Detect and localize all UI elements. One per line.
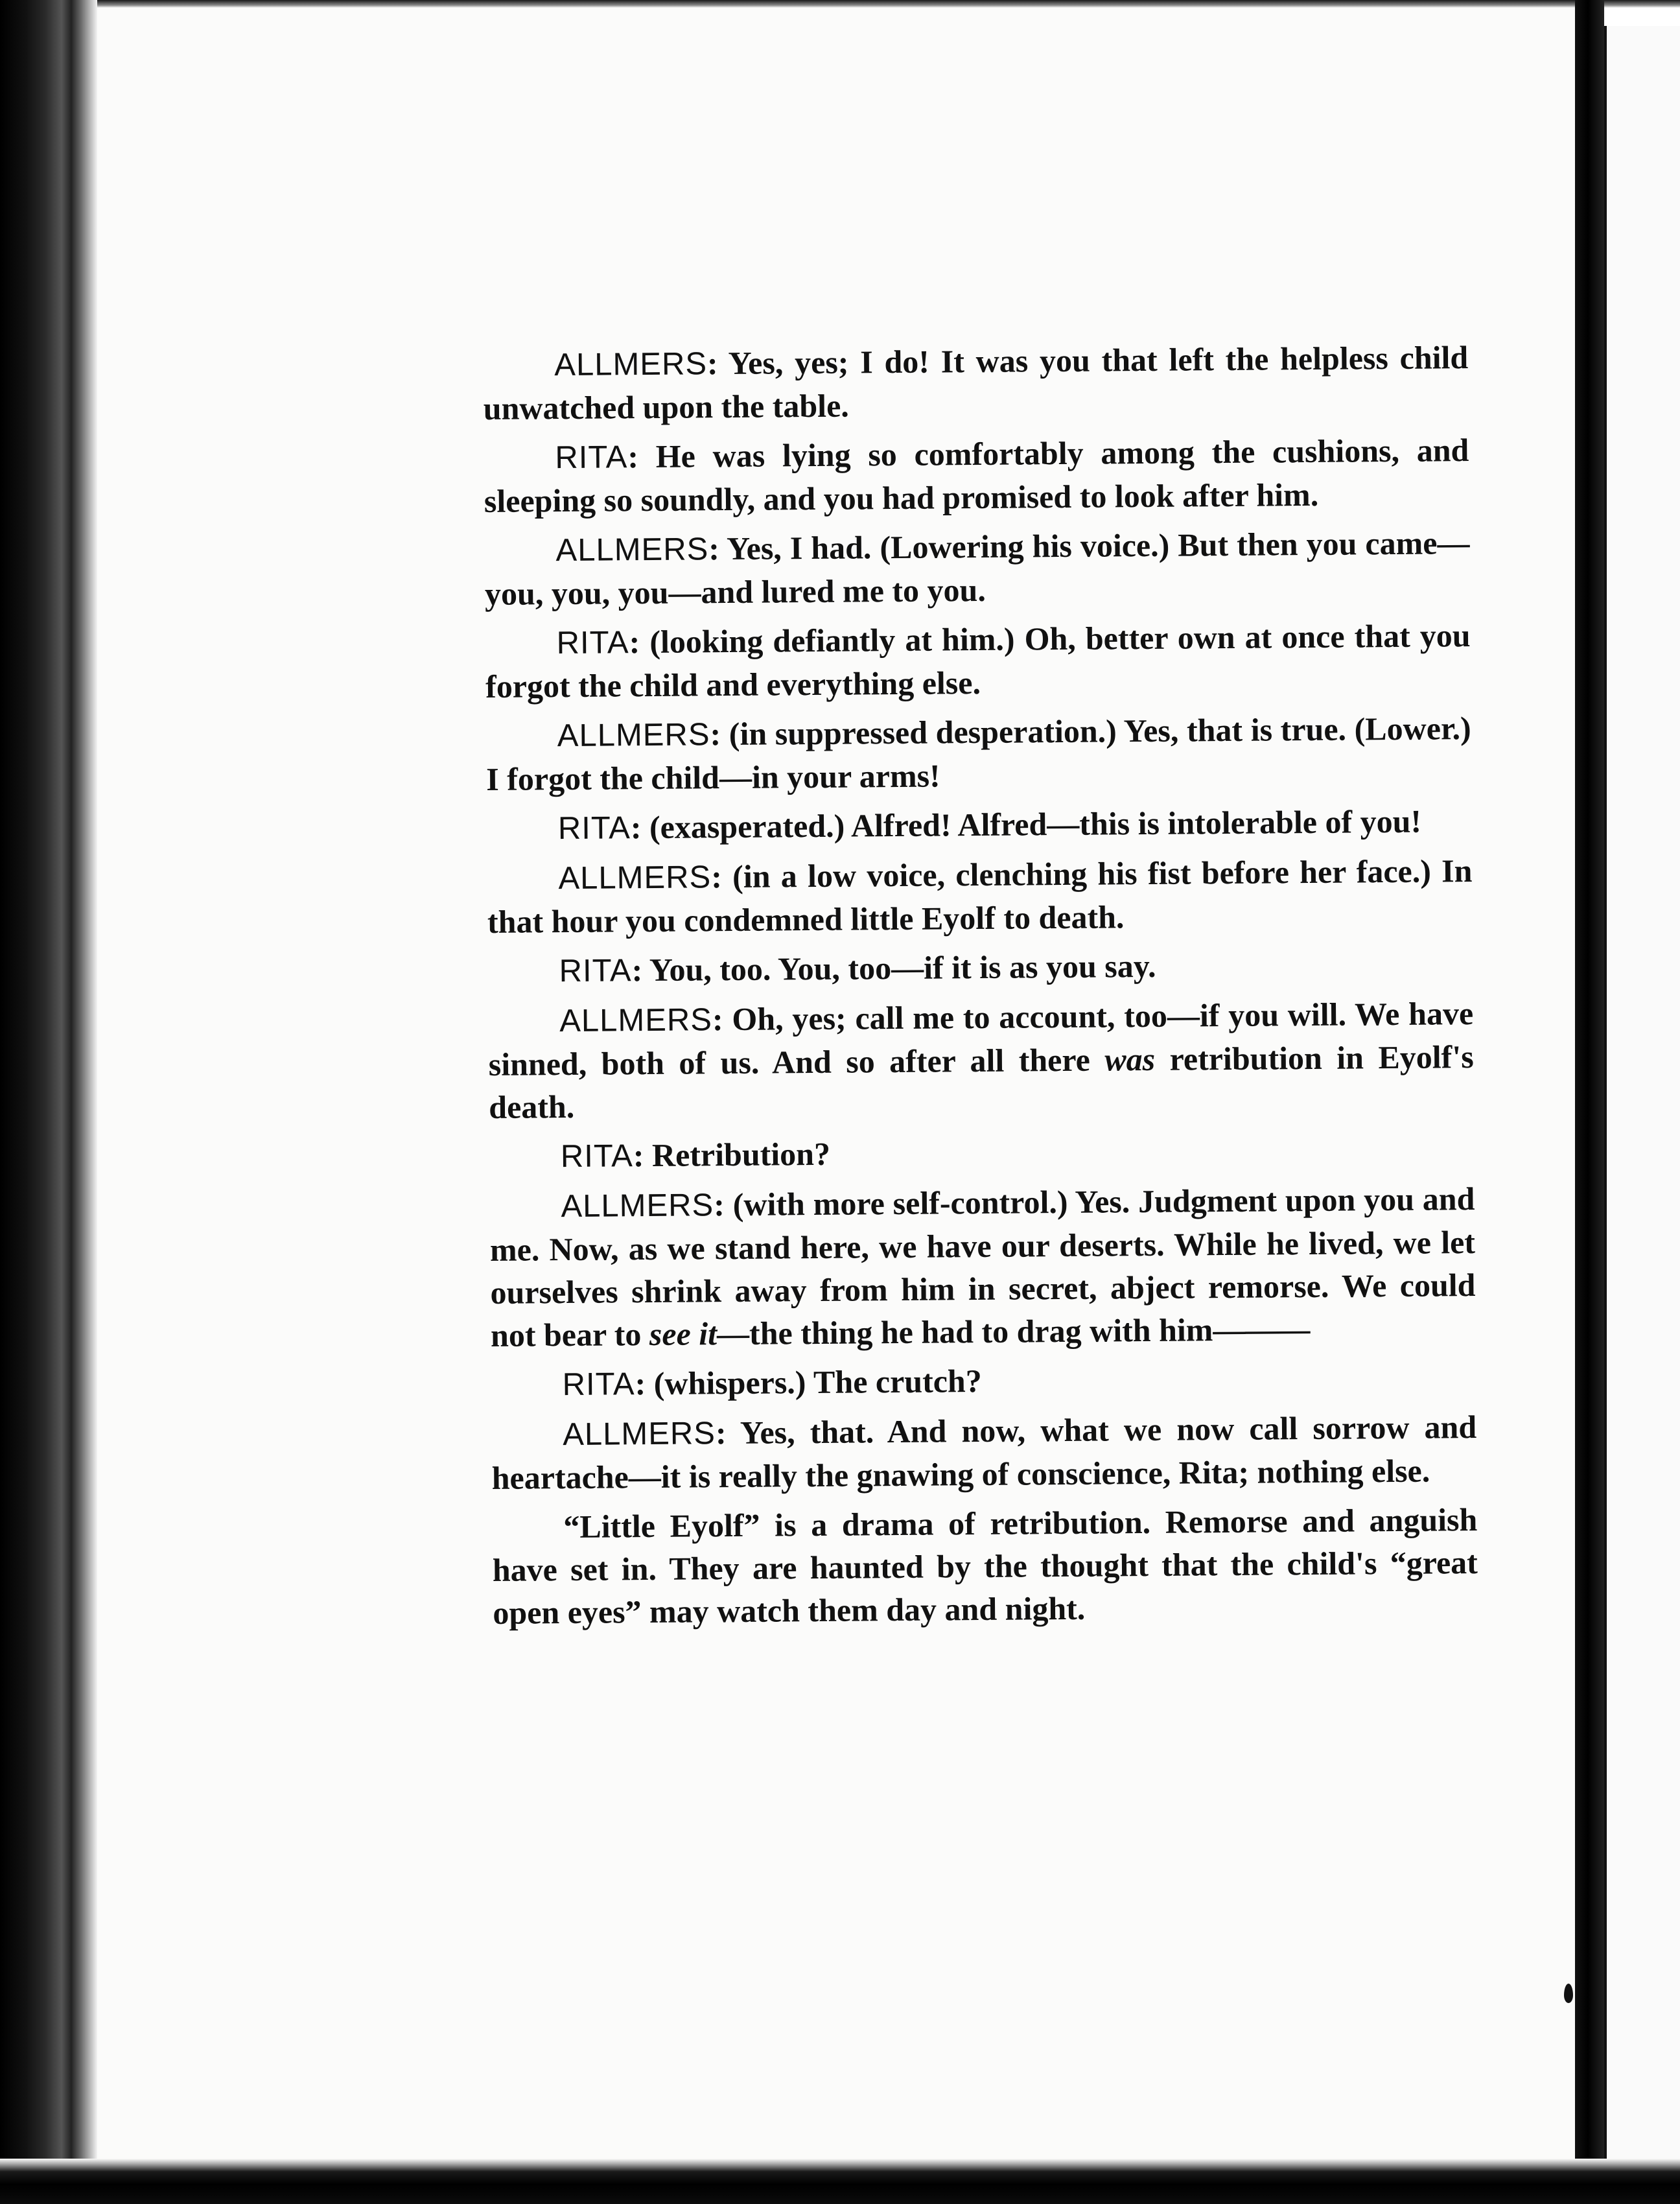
text-run: : (in suppressed desperation.) Yes, that is true. (Lower.) I forgot the child—in your arms! (486, 710, 1471, 797)
speaker-name: ALLMERS (563, 1416, 716, 1453)
text-run: was (1104, 1040, 1156, 1078)
paragraph (491, 1405, 1477, 1499)
text-run: : Oh, yes; call me to account, too—if you will. We have sinned, both of us. And so after all there (488, 995, 1474, 1083)
paragraph (484, 428, 1469, 522)
speaker-name: ALLMERS (558, 860, 712, 897)
text-run: retribution in Eyolf's death. (489, 1038, 1474, 1125)
paragraph (491, 1355, 1476, 1407)
paragraph (487, 942, 1473, 993)
page-bottom-edge (0, 2159, 1680, 2204)
text-run: : (in a low voice, clenching his fist before her face.) In that hour you condemned little Eyolf to death. (487, 852, 1473, 940)
speaker-name: RITA (555, 440, 628, 476)
paragraph (492, 1498, 1478, 1634)
gutter-shadow (1575, 0, 1604, 2204)
body-text (483, 336, 1478, 1641)
paragraph (487, 849, 1473, 943)
paragraph (487, 799, 1472, 850)
speaker-name: RITA (557, 810, 631, 847)
speaker-name: ALLMERS (559, 1002, 713, 1039)
text-run: —the thing he had to drag with him——— (716, 1311, 1311, 1352)
text-run: see it (649, 1315, 718, 1353)
page-top-edge (97, 0, 1680, 8)
paragraph (488, 992, 1475, 1129)
ink-mark (1564, 1984, 1573, 2003)
speaker-name: ALLMERS (557, 717, 710, 754)
text-run: : Yes, that. And now, what we now call sorrow and heartache—it is really the gnawing of conscience, Rita; nothing else. (491, 1409, 1477, 1496)
paragraph (483, 336, 1469, 430)
binding-edge (0, 0, 97, 2204)
speaker-name: ALLMERS (555, 532, 709, 569)
paragraph (484, 521, 1470, 615)
text-run: : (exasperated.) Alfred! Alfred—this is intolerable of you! (630, 803, 1422, 846)
speaker-name: ALLMERS (554, 346, 708, 383)
text-run: : Yes, yes; I do! It was you that left the helpless child unwatched upon the table. (483, 339, 1469, 427)
paragraph (489, 1127, 1475, 1178)
speaker-name: RITA (562, 1366, 635, 1403)
next-page-sliver (1604, 26, 1680, 2165)
text-run: : (looking defiantly at him.) Oh, better own at once that you forgot the child and everything else. (485, 617, 1471, 705)
text-run: “Little Eyolf” is a drama of retribution. Remorse and anguish have set in. They are haunted by the thought that the child's “great open eyes” may watch them day and night. (492, 1501, 1478, 1631)
speaker-name: RITA (559, 953, 632, 989)
text-run: : (with more self-control.) Yes. Judgment upon you and me. Now, as we stand here, we have our deserts. While he lived, we let ourselves shrink away from him in secret, abject remorse. We could not bear to (489, 1180, 1476, 1354)
paragraph (485, 614, 1471, 708)
speaker-name: RITA (556, 625, 629, 661)
text-run: : (whispers.) The crutch? (635, 1363, 982, 1402)
text-run: : Retribution? (633, 1135, 831, 1174)
paragraph (485, 707, 1471, 801)
text-run: : He was lying so comfortably among the cushions, and sleeping so soundly, and you had promised to look after him. (484, 432, 1469, 519)
speaker-name: ALLMERS (561, 1188, 714, 1225)
text-run: : You, too. You, too—if it is as you say. (631, 947, 1156, 989)
text-run: : Yes, I had. (Lowering his voice.) But then you came—you, you, you—and lured me to you. (484, 524, 1470, 612)
speaker-name: RITA (560, 1138, 634, 1175)
paragraph (489, 1177, 1476, 1357)
